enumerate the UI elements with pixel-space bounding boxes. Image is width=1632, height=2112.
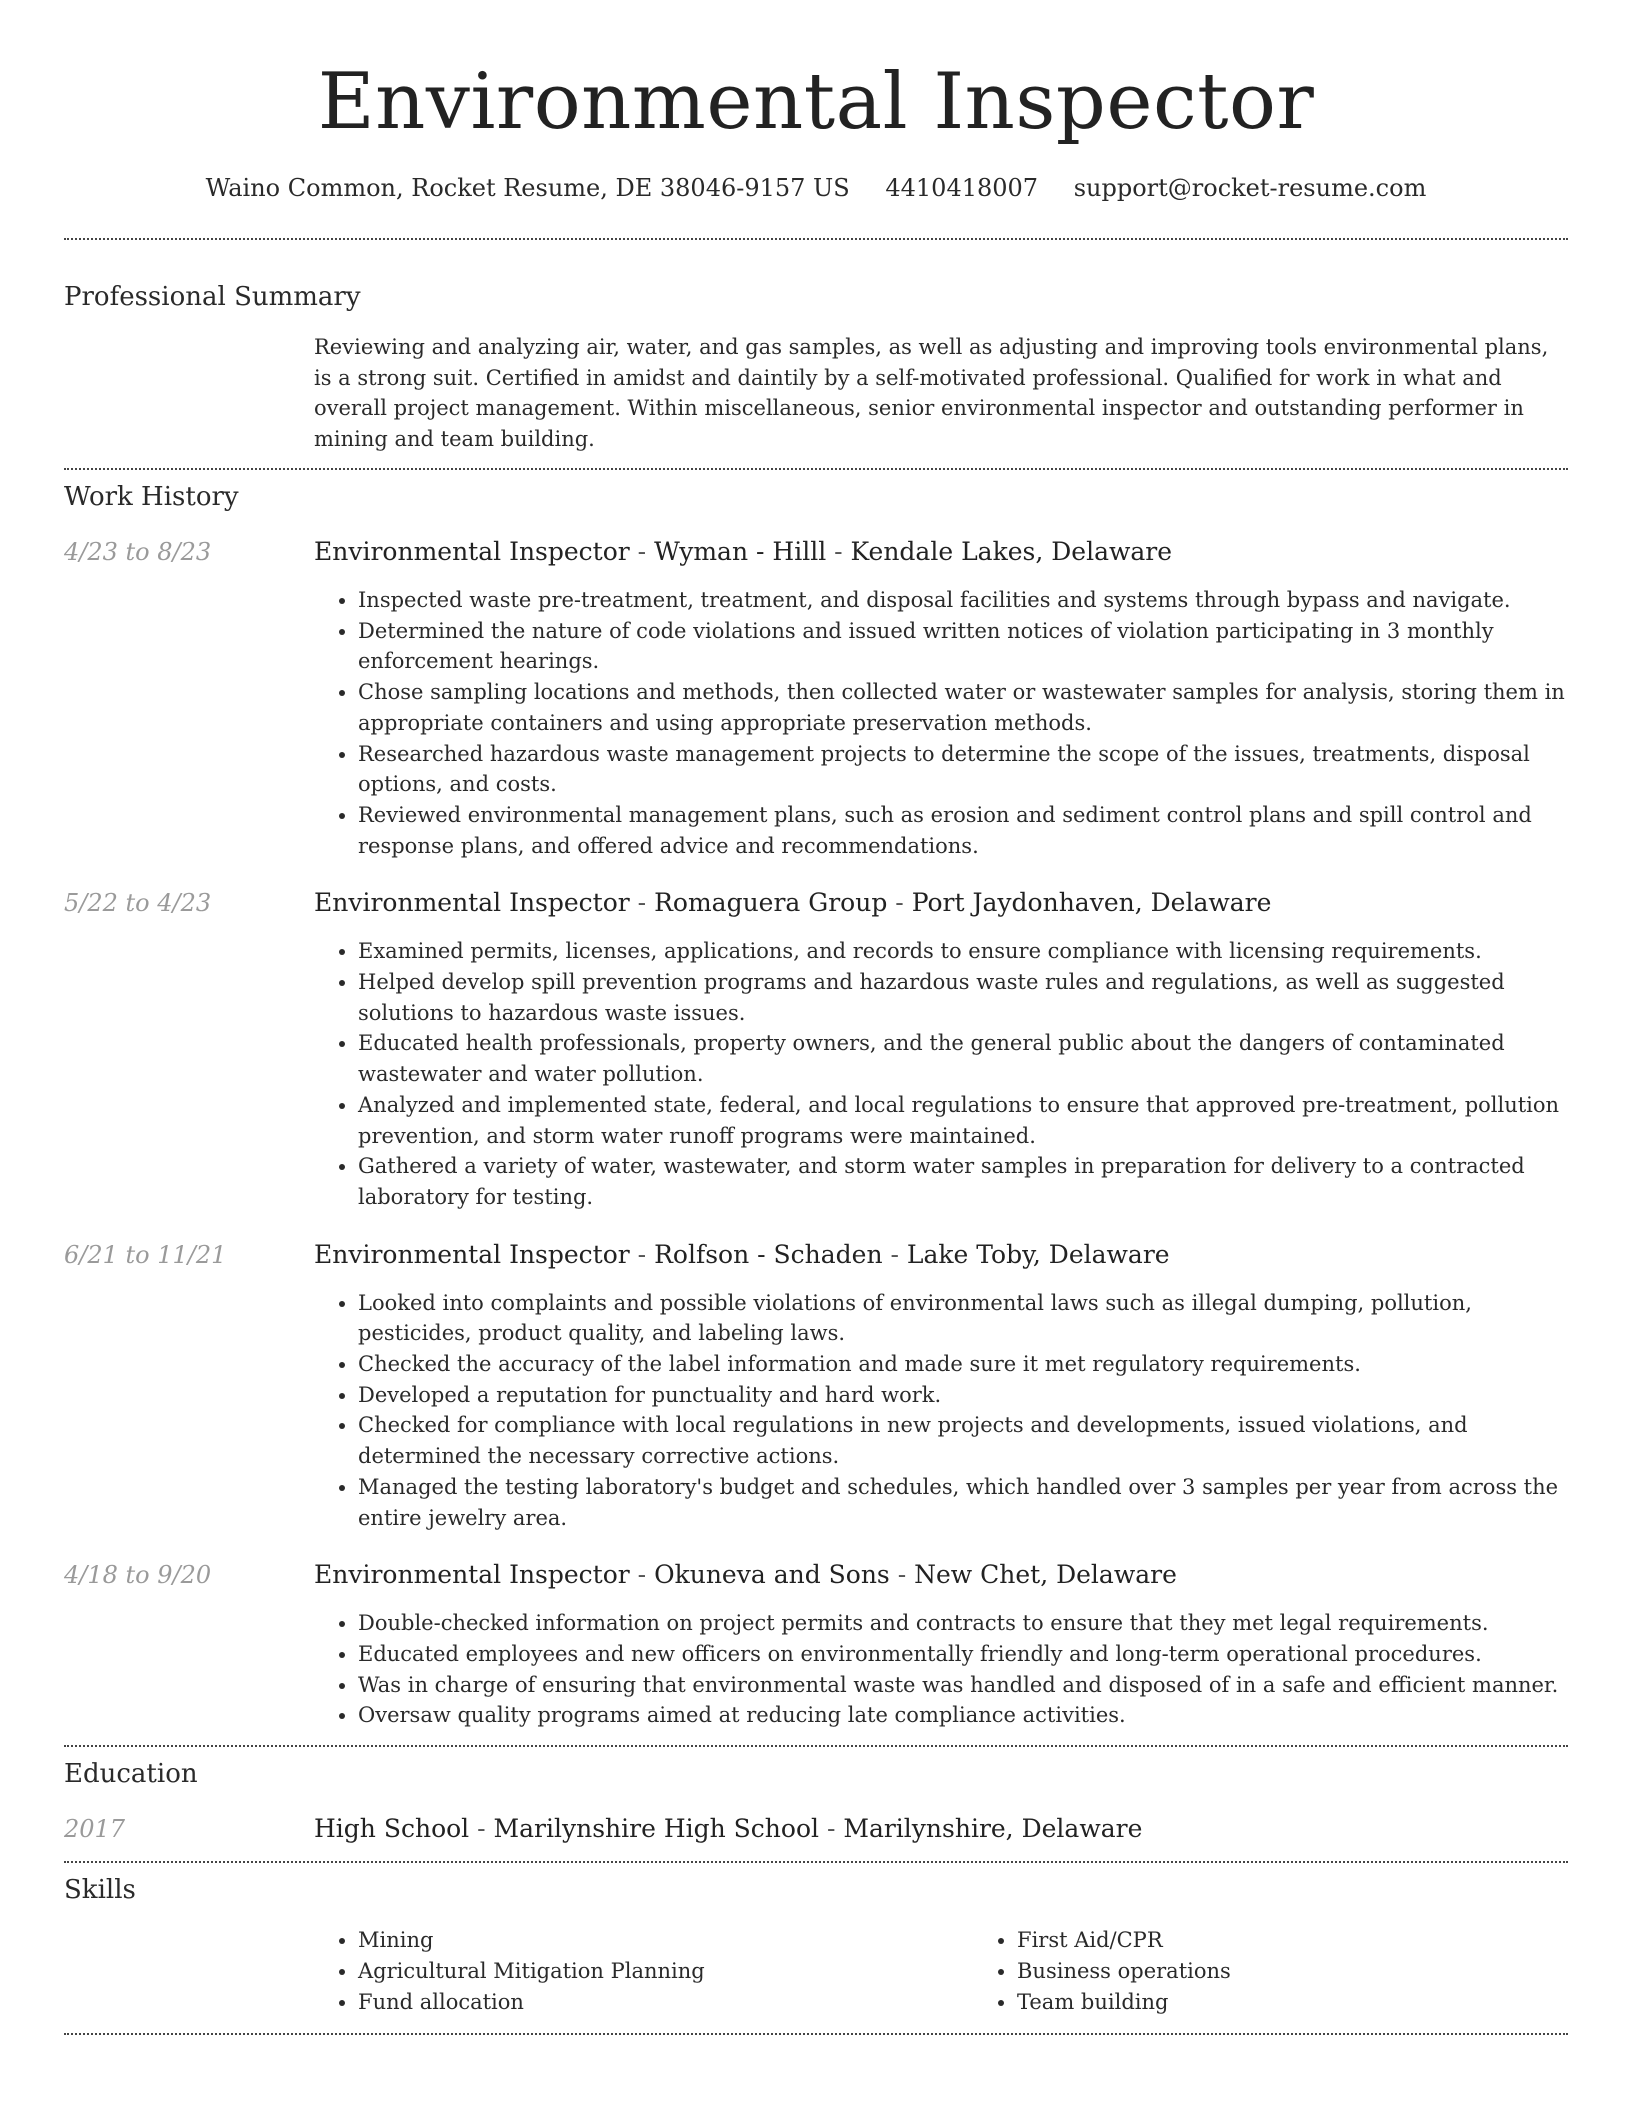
- job-dates: 5/22 to 4/23: [64, 889, 212, 918]
- education-degree: High School: [314, 1814, 470, 1844]
- contact-address: Waino Common, Rocket Resume, DE 38046-9157 US: [205, 174, 850, 202]
- resume-page: [64, 0, 1568, 2035]
- work-history-section: [64, 480, 1568, 1731]
- job-separator: -: [629, 1239, 655, 1269]
- job-bullet: • Managed the testing laboratory's budget and schedules, which handled over 3 samples per year from across the entire jewelry area.: [358, 1472, 1568, 1533]
- job-bullet: • Inspected waste pre-treatment, treatment, and disposal facilities and systems through bypass and navigate.: [358, 585, 1568, 616]
- job-location: New Chet, Delaware: [914, 1560, 1177, 1590]
- job-details: [314, 1559, 1568, 1731]
- skill-item: • Business operations: [1017, 1956, 1632, 1987]
- job-separator: -: [629, 888, 655, 918]
- job-location: Lake Toby, Delaware: [906, 1239, 1170, 1269]
- job-location: Kendale Lakes, Delaware: [850, 537, 1173, 566]
- candidate-name: Environmental Inspector: [317, 57, 1315, 147]
- section-title-summary: Professional Summary: [64, 282, 361, 312]
- summary-text: Reviewing and analyzing air, water, and gas samples, as well as adjusting and improving tools environmental plans, is a strong suit. Certified in amidst and daintily by a self-motivated professional. Qualified for work in what and overall project management. Within miscellaneous, senior environmental inspector and outstanding performer in mining and team building.: [314, 335, 1549, 451]
- job-bullets: [314, 1608, 1568, 1731]
- section-divider: [64, 2033, 1568, 2035]
- education-school: Marilynshire High School: [493, 1814, 819, 1844]
- job-bullet: • Helped develop spill prevention programs and hazardous waste rules and regulations, as well as suggested solutions to hazardous waste issues.: [358, 967, 1568, 1028]
- job-bullets: [314, 936, 1568, 1212]
- job-bullet: • Checked the accuracy of the label information and made sure it met regulatory requirements.: [358, 1349, 1568, 1380]
- job-bullet: • Double-checked information on project permits and contracts to ensure that they met legal requirements.: [358, 1608, 1568, 1639]
- job-bullet: • Examined permits, licenses, applications, and records to ensure compliance with licensing requirements.: [358, 936, 1568, 967]
- education-title: [314, 1813, 1568, 1845]
- job-bullet: • Gathered a variety of water, wastewater, and storm water samples in preparation for delivery to a contracted laboratory for testing.: [358, 1151, 1568, 1212]
- job-entry: [64, 1559, 1568, 1731]
- job-separator: -: [887, 888, 912, 918]
- skill-item: • Team building: [1017, 1987, 1632, 2018]
- job-bullet: • Oversaw quality programs aimed at reducing late compliance activities.: [358, 1700, 1568, 1731]
- section-divider: [64, 238, 1568, 240]
- job-company: Rolfson - Schaden: [654, 1239, 883, 1269]
- education-year: 2017: [64, 1815, 126, 1844]
- job-details: [314, 536, 1568, 861]
- job-bullet: • Researched hazardous waste management projects to determine the scope of the issues, treatments, disposal options, and costs.: [358, 739, 1568, 800]
- education-separator: -: [469, 1814, 494, 1844]
- skills-section: [64, 1873, 1568, 2017]
- section-title-skills: Skills: [64, 1875, 136, 1906]
- job-company: Wyman - Hilll: [654, 537, 827, 566]
- section-divider: [64, 1861, 1568, 1863]
- contact-info: [64, 172, 1568, 204]
- job-details: [314, 1239, 1568, 1534]
- skill-item: • First Aid/CPR: [1017, 1925, 1632, 1956]
- job-bullets: [314, 1288, 1568, 1534]
- job-entry: [64, 887, 1568, 1212]
- job-entry: [64, 536, 1568, 861]
- job-company: Romaguera Group: [654, 888, 888, 918]
- job-dates: 4/18 to 9/20: [64, 1561, 212, 1590]
- job-title: [314, 887, 1568, 919]
- job-entry: [64, 1239, 1568, 1534]
- job-title: [314, 1559, 1568, 1591]
- job-separator: -: [629, 537, 655, 566]
- job-role: Environmental Inspector: [314, 888, 630, 918]
- job-bullet: • Looked into complaints and possible violations of environmental laws such as illegal dumping, pollution, pesticides, product quality, and labeling laws.: [358, 1288, 1568, 1349]
- job-separator: -: [889, 1560, 915, 1590]
- job-separator: -: [826, 537, 851, 566]
- skills-list-left: [314, 1925, 973, 2017]
- job-bullet: • Developed a reputation for punctuality and hard work.: [358, 1380, 1568, 1411]
- section-title-education: Education: [64, 1759, 198, 1790]
- job-bullet: • Chose sampling locations and methods, then collected water or wastewater samples for analysis, storing them in appropriate containers and using appropriate preservation methods.: [358, 677, 1568, 738]
- job-bullet: • Was in charge of ensuring that environmental waste was handled and disposed of in a safe and efficient manner.: [358, 1670, 1568, 1701]
- section-divider: [64, 468, 1568, 470]
- skills-list-right: [973, 1925, 1632, 2017]
- contact-email[interactable]: support@rocket-resume.com: [1073, 174, 1427, 202]
- skills-columns: [314, 1925, 1632, 2017]
- job-dates: 4/23 to 8/23: [64, 538, 212, 566]
- contact-phone[interactable]: 4410418007: [885, 174, 1039, 202]
- job-role: Environmental Inspector: [314, 537, 630, 566]
- job-role: Environmental Inspector: [314, 1239, 630, 1269]
- job-title: [314, 1239, 1568, 1271]
- job-bullets: [314, 585, 1568, 861]
- job-separator: -: [882, 1239, 907, 1269]
- job-details: [314, 887, 1568, 1212]
- job-title: [314, 536, 1568, 568]
- job-role: Environmental Inspector: [314, 1560, 630, 1590]
- job-bullet: • Educated employees and new officers on environmentally friendly and long-term operational procedures.: [358, 1639, 1568, 1670]
- job-bullet: • Analyzed and implemented state, federal, and local regulations to ensure that approved pre-treatment, pollution prevention, and storm water runoff programs were maintained.: [358, 1090, 1568, 1151]
- job-bullet: • Checked for compliance with local regulations in new projects and developments, issued violations, and determined the necessary corrective actions.: [358, 1410, 1568, 1471]
- education-section: [64, 1757, 1568, 1845]
- skill-item: • Fund allocation: [358, 1987, 973, 2018]
- education-entry: [64, 1813, 1568, 1845]
- job-bullet: • Educated health professionals, property owners, and the general public about the dangers of contaminated wastewater and water pollution.: [358, 1028, 1568, 1089]
- job-bullet: • Determined the nature of code violations and issued written notices of violation participating in 3 monthly enforcement hearings.: [358, 616, 1568, 677]
- job-bullet: • Reviewed environmental management plans, such as erosion and sediment control plans and spill control and response plans, and offered advice and recommendations.: [358, 800, 1568, 861]
- education-separator: -: [819, 1814, 844, 1844]
- education-location: Marilynshire, Delaware: [843, 1814, 1143, 1844]
- section-divider: [64, 1745, 1568, 1747]
- job-company: Okuneva and Sons: [654, 1560, 890, 1590]
- skill-item: • Mining: [358, 1925, 973, 1956]
- job-separator: -: [629, 1560, 655, 1590]
- section-title-work-history: Work History: [64, 482, 239, 512]
- job-dates: 6/21 to 11/21: [64, 1240, 227, 1269]
- skill-item: • Agricultural Mitigation Planning: [358, 1956, 973, 1987]
- job-location: Port Jaydonhaven, Delaware: [911, 888, 1272, 918]
- summary-section: [64, 280, 1568, 454]
